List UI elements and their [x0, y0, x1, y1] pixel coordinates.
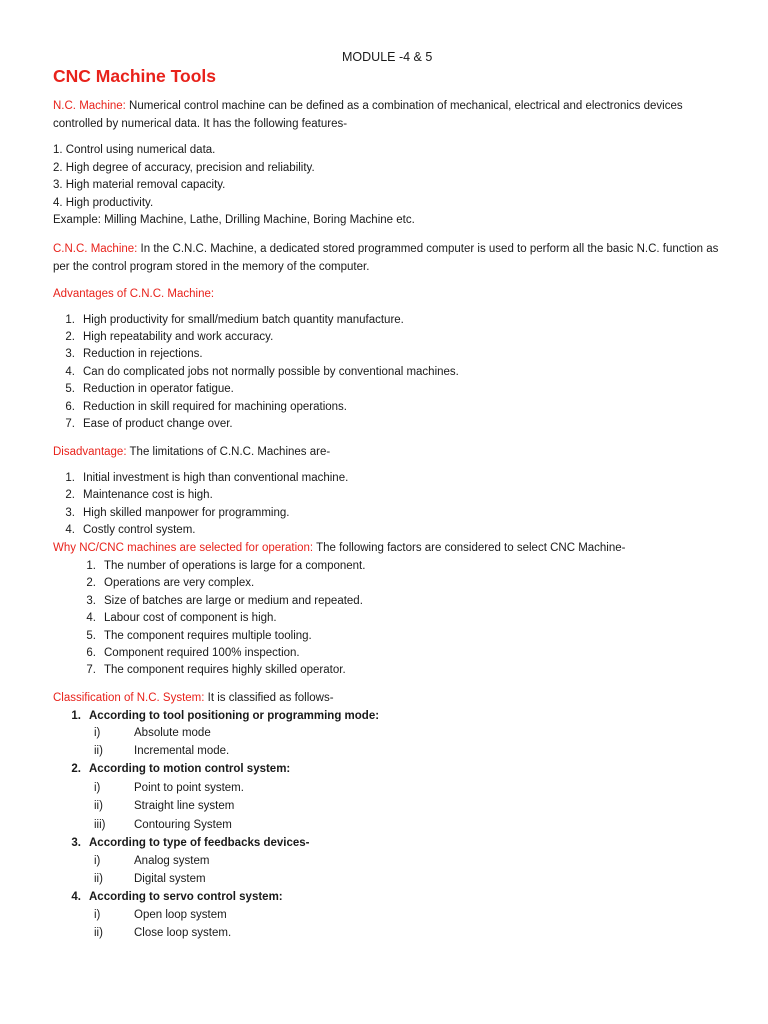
classification-sub: i) Point to point system.: [94, 782, 244, 794]
nc-definition: [53, 97, 723, 133]
classification-group: 3. According to type of feedbacks devices-: [71, 837, 310, 849]
list-item: 4. Can do complicated jobs not normally possible by conventional machines.: [65, 366, 459, 378]
cnc-definition: [53, 240, 723, 276]
disadvantage-heading: Disadvantage: The limitations of C.N.C. Machines are-: [53, 446, 331, 458]
list-item: 2. High repeatability and work accuracy.: [65, 331, 274, 343]
list-item: 7. Ease of product change over.: [65, 418, 233, 430]
list-item: 3. Size of batches are large or medium and repeated.: [86, 595, 363, 607]
list-item: 3. High skilled manpower for programming.: [65, 507, 290, 519]
nc-feature: 1. Control using numerical data.: [53, 144, 216, 156]
nc-feature: 4. High productivity.: [53, 197, 154, 209]
classification-sub: ii) Straight line system: [94, 800, 235, 812]
list-item: 6. Reduction in skill required for machining operations.: [65, 401, 348, 413]
classification-sub: i) Absolute mode: [94, 727, 211, 739]
page-title: CNC Machine Tools: [53, 66, 217, 86]
list-item: 5. The component requires multiple tooling.: [86, 630, 312, 642]
cnc-term: C.N.C. Machine:: [53, 243, 138, 255]
list-item: 5. Reduction in operator fatigue.: [65, 383, 234, 395]
classification-heading: Classification of N.C. System: It is classified as follows-: [53, 692, 334, 704]
list-item: 3. Reduction in rejections.: [65, 348, 203, 360]
classification-group: 2. According to motion control system:: [71, 763, 291, 775]
list-item: 1. Initial investment is high than conventional machine.: [65, 472, 349, 484]
nc-term: N.C. Machine:: [53, 100, 126, 112]
classification-sub: ii) Incremental mode.: [94, 745, 230, 757]
classification-sub: iii) Contouring System: [94, 819, 232, 831]
advantages-heading: Advantages of C.N.C. Machine:: [53, 288, 215, 300]
classification-sub: ii) Close loop system.: [94, 927, 232, 939]
list-item: 7. The component requires highly skilled operator.: [86, 664, 346, 676]
list-item: 2. Maintenance cost is high.: [65, 489, 213, 501]
nc-text: Numerical control machine can be defined as a combination of mechanical, electrical and electronics devices controlled by numerical data. It has the following features-: [53, 100, 683, 130]
classification-group: 1. According to tool positioning or programming mode:: [71, 710, 380, 722]
cnc-text: In the C.N.C. Machine, a dedicated stored programmed computer is used to perform all the basic N.C. function as per the control program stored in the memory of the computer.: [53, 243, 719, 273]
classification-sub: i) Analog system: [94, 855, 210, 867]
nc-example: Example: Milling Machine, Lathe, Drilling Machine, Boring Machine etc.: [53, 214, 415, 226]
nc-feature: 3. High material removal capacity.: [53, 179, 226, 191]
why-heading: Why NC/CNC machines are selected for operation: The following factors are considered to select CNC Machine-: [53, 542, 626, 554]
list-item: 4. Costly control system.: [65, 524, 196, 536]
list-item: 4. Labour cost of component is high.: [86, 612, 277, 624]
list-item: 6. Component required 100% inspection.: [86, 647, 300, 659]
classification-sub: i) Open loop system: [94, 909, 227, 921]
list-item: 1. The number of operations is large for a component.: [86, 560, 366, 572]
classification-sub: ii) Digital system: [94, 873, 206, 885]
list-item: 1. High productivity for small/medium batch quantity manufacture.: [65, 314, 404, 326]
list-item: 2. Operations are very complex.: [86, 577, 255, 589]
nc-feature: 2. High degree of accuracy, precision and reliability.: [53, 162, 315, 174]
classification-group: 4. According to servo control system:: [71, 891, 283, 903]
module-header: MODULE -4 & 5: [342, 50, 433, 64]
